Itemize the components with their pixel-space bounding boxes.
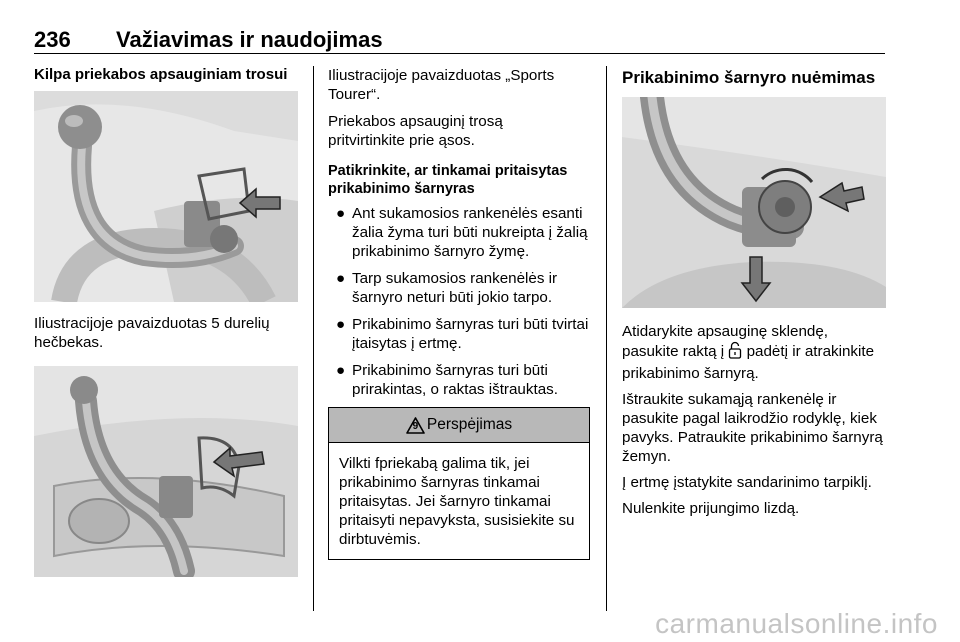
list-item: ● Prikabinimo šarnyras turi būti prirakintas, o raktas ištrauktas. [336, 362, 558, 398]
unlock-icon [728, 341, 742, 364]
caption-hatchback: Iliustracijoje pavaizduotas 5 durelių hečbekas. [34, 315, 270, 351]
check-heading: Patikrinkite, ar tinkamai pritaisytas prikabinimo šarnyras [328, 163, 568, 197]
warning-title: Perspėjimas [426, 416, 513, 433]
illustration-hitch-hatchback [34, 91, 298, 302]
illustration-hitch-removal [622, 97, 886, 308]
illustration-hitch-sports-tourer [34, 366, 298, 577]
list-item: ● Prikabinimo šarnyras turi būti tvirtai įtaisytas į ertmę. [336, 316, 589, 352]
column-divider [313, 66, 314, 611]
column-3 [622, 66, 886, 518]
list-item: ● Ant sukamosios rankenėlės esanti žalia žyma turi būti nukreipta į žalią prikabinimo šarnyro žymę. [336, 205, 588, 260]
bullet-icon: ● [336, 270, 346, 287]
warning-box [328, 407, 590, 560]
column-divider [606, 66, 607, 611]
removal-step-2: Ištraukite sukamąją rankenėlę ir pasukite pagal laikrodžio rodyklę, kiek pavyks. Patraukite prikabinimo šarnyrą žemyn. [622, 391, 883, 465]
check-list [328, 204, 590, 399]
bullet-icon: ● [336, 362, 346, 379]
removal-step-1: Atidarykite apsauginę sklendę, pasukite raktą į padėtį ir atrakinkite prikabinimo šarnyrą. [622, 323, 875, 382]
column-2 [328, 66, 590, 560]
warning-text: Vilkti fpriekabą galima tik, jei prikabinimo šarnyras tinkamai pritaisytas. Jei šarnyro tinkamai pritaisyti nepavyksta, susisiekite su dirbtuvėmis. [339, 455, 575, 548]
list-item: ● Tarp sukamosios rankenėlės ir šarnyro neturi būti jokio tarpo. [336, 270, 558, 306]
column-1 [34, 66, 298, 577]
chapter-title: Važiavimas ir naudojimas [116, 27, 383, 52]
warning-header [329, 408, 589, 443]
page-header [34, 27, 885, 54]
intro-paragraph: Iliustracijoje pavaizduotas „Sports Tourer“. [328, 67, 555, 103]
watermark: carmanualsonline.info [655, 608, 938, 639]
page-number: 236 [34, 27, 71, 52]
bullet-icon: ● [336, 316, 346, 333]
bullet-icon: ● [336, 205, 346, 222]
warning-triangle-icon: 9 [406, 417, 425, 434]
removal-step-4: Nulenkite prijungimo lizdą. [622, 500, 800, 517]
section-heading-removal: Prikabinimo šarnyro nuėmimas [622, 68, 876, 87]
section-heading-loop: Kilpa priekabos apsauginiam trosui [34, 66, 288, 83]
removal-step-3: Į ertmę įstatykite sandarinimo tarpiklį. [622, 474, 872, 491]
instruction-paragraph: Priekabos apsauginį trosą pritvirtinkite prie ąsos. [328, 113, 503, 149]
